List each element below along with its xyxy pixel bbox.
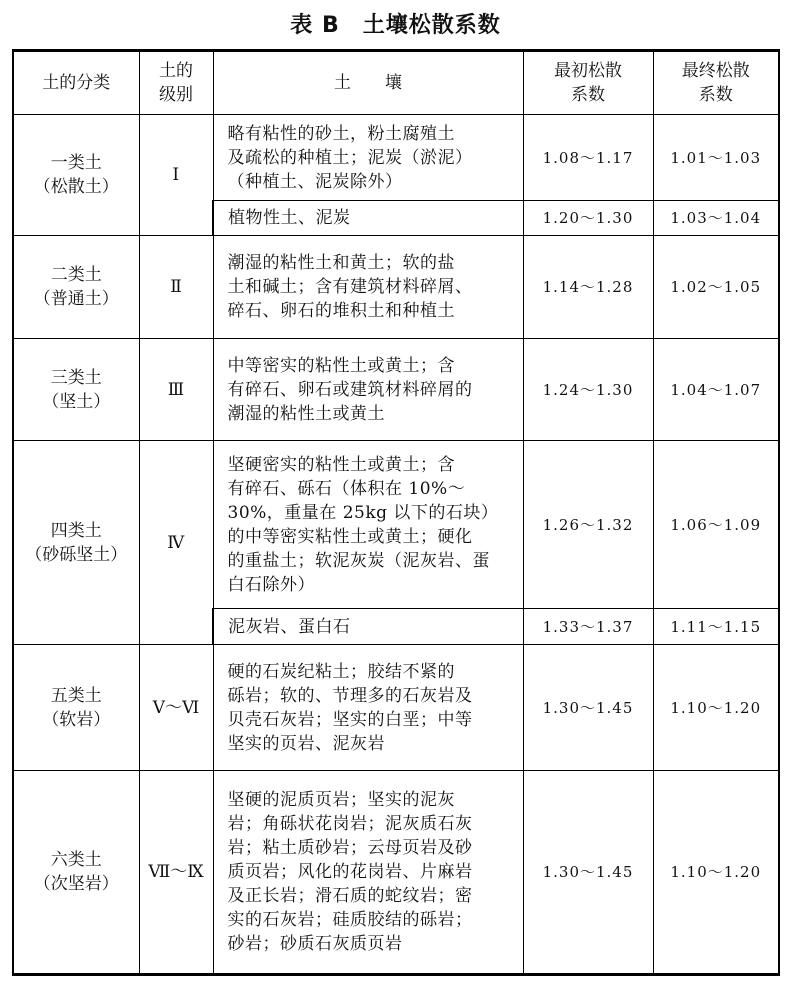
soil-class-cell: 三类土 （坚土） xyxy=(13,339,139,441)
soil-class-cell: 二类土 （普通土） xyxy=(13,236,139,339)
initial-coefficient-cell: 1.24～1.30 xyxy=(523,339,653,441)
initial-coefficient-cell: 1.08～1.17 xyxy=(523,115,653,201)
table-row xyxy=(13,236,779,339)
final-coefficient-cell: 1.06～1.09 xyxy=(653,441,779,609)
final-coefficient-cell: 1.11～1.15 xyxy=(653,609,779,645)
initial-coefficient-cell: 1.20～1.30 xyxy=(523,201,653,236)
initial-coefficient-cell: 1.14～1.28 xyxy=(523,236,653,339)
table-title: 表 B 土壤松散系数 xyxy=(290,13,501,38)
initial-coefficient-cell: 1.30～1.45 xyxy=(523,771,653,975)
initial-coefficient-cell: 1.30～1.45 xyxy=(523,645,653,771)
soil-grade-cell: Ⅴ～Ⅵ xyxy=(139,645,213,771)
final-coefficient-cell: 1.03～1.04 xyxy=(653,201,779,236)
soil-description-cell: 坚硬的泥质页岩；坚实的泥灰 岩；角砾状花岗岩；泥灰质石灰 岩；粘土质砂岩；云母页岩及砂 质页岩；风化的花岗岩、片麻岩 及正长岩；滑石质的蛇纹岩；密 实的石灰岩；硅质胶结的砾岩； 砂岩；砂质石灰质页岩 xyxy=(213,771,523,975)
soil-description-cell: 硬的石炭纪粘土；胶结不紧的 砾岩；软的、节理多的石灰岩及 贝壳石灰岩；坚实的白垩；中等 坚实的页岩、泥灰岩 xyxy=(213,645,523,771)
table-row xyxy=(13,645,779,771)
soil-description-cell: 潮湿的粘性土和黄土；软的盐 土和碱土；含有建筑材料碎屑、 碎石、卵石的堆积土和种植土 xyxy=(213,236,523,339)
table-row xyxy=(13,771,779,975)
soil-class-cell: 四类土 （砂砾坚土） xyxy=(13,441,139,645)
header-soil: 土 壤 xyxy=(213,51,523,115)
soil-description-cell: 泥灰岩、蛋白石 xyxy=(213,609,523,645)
soil-grade-cell: Ⅲ xyxy=(139,339,213,441)
final-coefficient-cell: 1.04～1.07 xyxy=(653,339,779,441)
soil-description-cell: 中等密实的粘性土或黄土；含 有碎石、卵石或建筑材料碎屑的 潮湿的粘性土或黄土 xyxy=(213,339,523,441)
header-class: 土的分类 xyxy=(13,51,139,115)
soil-description-cell: 略有粘性的砂土，粉土腐殖土 及疏松的种植土；泥炭（淤泥） （种植土、泥炭除外） xyxy=(213,115,523,201)
header-final-coefficient: 最终松散 系数 xyxy=(653,51,779,115)
initial-coefficient-cell: 1.26～1.32 xyxy=(523,441,653,609)
soil-grade-cell: Ⅳ xyxy=(139,441,213,645)
soil-description-cell: 坚硬密实的粘性土或黄土；含 有碎石、砾石（体积在 10%～ 30%，重量在 25kg 以下的石块） 的中等密实粘性土或黄土；硬化 的重盐土；软泥灰炭（泥灰岩、蛋 白石除外） xyxy=(213,441,523,609)
header-initial-coefficient: 最初松散 系数 xyxy=(523,51,653,115)
table-row xyxy=(13,339,779,441)
soil-class-cell: 一类土 （松散土） xyxy=(13,115,139,236)
soil-description-cell: 植物性土、泥炭 xyxy=(213,201,523,236)
table-row xyxy=(13,441,779,609)
final-coefficient-cell: 1.02～1.05 xyxy=(653,236,779,339)
soil-class-cell: 五类土 （软岩） xyxy=(13,645,139,771)
soil-grade-cell: Ⅰ xyxy=(139,115,213,236)
final-coefficient-cell: 1.01～1.03 xyxy=(653,115,779,201)
final-coefficient-cell: 1.10～1.20 xyxy=(653,645,779,771)
soil-loosening-table xyxy=(12,49,780,976)
soil-grade-cell: Ⅱ xyxy=(139,236,213,339)
final-coefficient-cell: 1.10～1.20 xyxy=(653,771,779,975)
header-row xyxy=(13,51,779,115)
initial-coefficient-cell: 1.33～1.37 xyxy=(523,609,653,645)
soil-grade-cell: Ⅶ～Ⅸ xyxy=(139,771,213,975)
soil-class-cell: 六类土 （次坚岩） xyxy=(13,771,139,975)
table-row xyxy=(13,115,779,201)
header-grade: 土的 级别 xyxy=(139,51,213,115)
